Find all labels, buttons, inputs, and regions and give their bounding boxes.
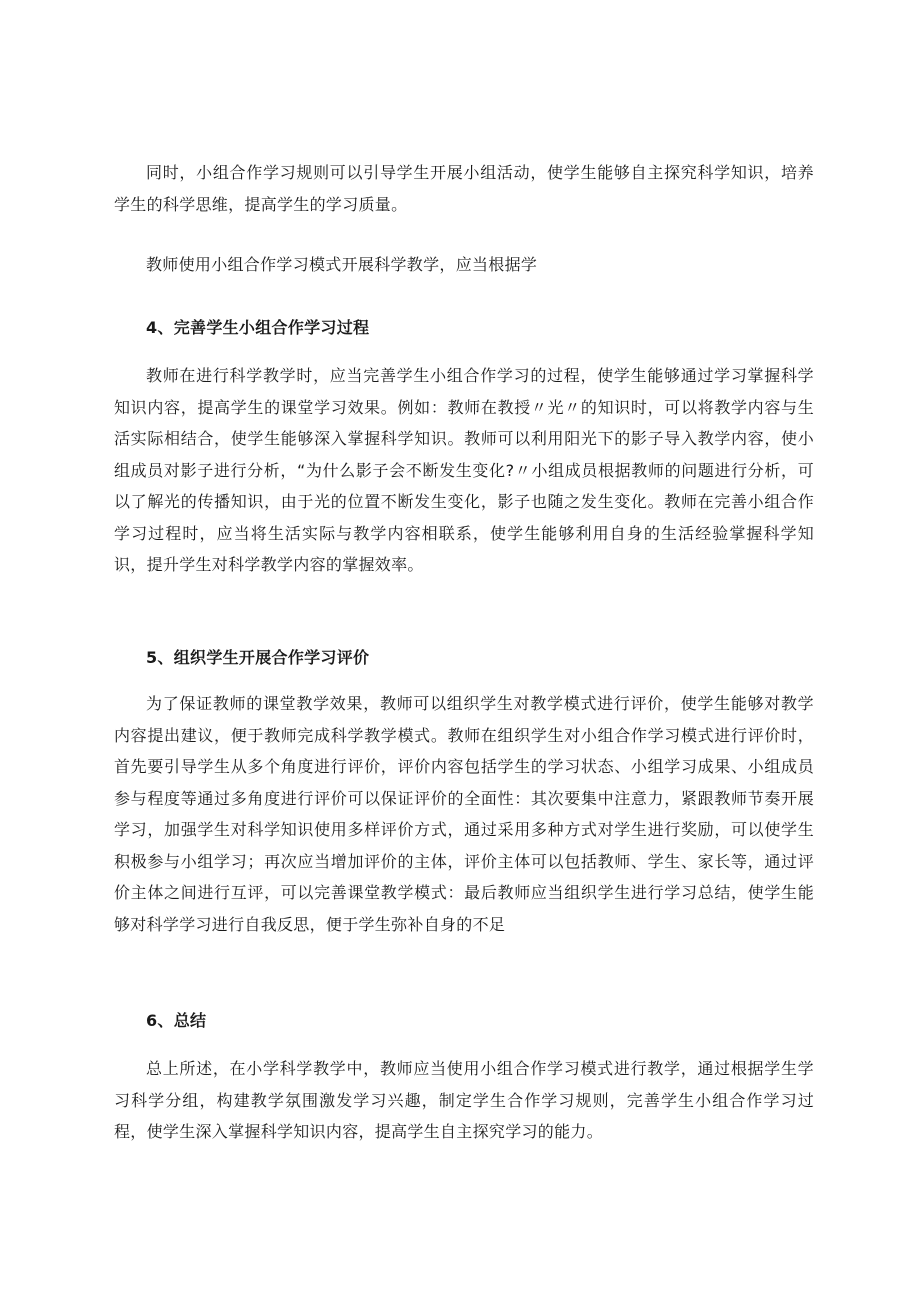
section-heading-6: 6、总结 [146,1011,207,1030]
paragraph-teacher-usage: 教师使用小组合作学习模式开展科学教学，应当根据学 [146,255,538,274]
paragraph-improve-process: 教师在进行科学教学时，应当完善学生小组合作学习的过程，使学生能够通过学习掌握科学知识内容，提高学生的课堂学习效果。例如：教师在教授〃光〃的知识时，可以将教学内容与生活实际相结合，使学生能够深入掌握科学知识。教师可以利用阳光下的影子导入教学内容，使小组成员对影子进行分析，“为什么影子会不断发生变化?〃小组成员根据教师的问题进行分析，可以了解光的传播知识，由于光的位置不断发生变化，影子也随之发生变化。教师在完善小组合作学习过程时，应当将生活实际与教学内容相联系，使学生能够利用自身的生活经验掌握科学知识，提升学生对科学教学内容的掌握效率。 [114,366,814,574]
section-heading-4: 4、完善学生小组合作学习过程 [146,318,370,337]
section-heading-5: 5、组织学生开展合作学习评价 [146,648,370,667]
paragraph-evaluation: 为了保证教师的课堂教学效果，教师可以组织学生对教学模式进行评价，使学生能够对教学内容提出建议，便于教师完成科学教学模式。教师在组织学生对小组合作学习模式进行评价时，首先要引导学生从多个角度进行评价，评价内容包括学生的学习状态、小组学习成果、小组成员参与程度等通过多角度进行评价可以保证评价的全面性：其次要集中注意力，紧跟教师节奏开展学习，加强学生对科学知识使用多样评价方式，通过采用多种方式对学生进行奖励，可以使学生积极参与小组学习；再次应当增加评价的主体，评价主体可以包括教师、学生、家长等，通过评价主体之间进行互评，可以完善课堂教学模式：最后教师应当组织学生进行学习总结，使学生能够对科学学习进行自我反思，便于学生弥补自身的不足 [114,694,814,934]
paragraph-cooperative-rules: 同时，小组合作学习规则可以引导学生开展小组活动，使学生能够自主探究科学知识，培养学生的科学思维，提高学生的学习质量。 [114,163,814,214]
paragraph-summary: 总上所述，在小学科学教学中，教师应当使用小组合作学习模式进行教学，通过根据学生学习科学分组，构建教学氛围激发学习兴趣，制定学生合作学习规则，完善学生小组合作学习过程，使学生深入掌握科学知识内容，提高学生自主探究学习的能力。 [114,1059,814,1141]
